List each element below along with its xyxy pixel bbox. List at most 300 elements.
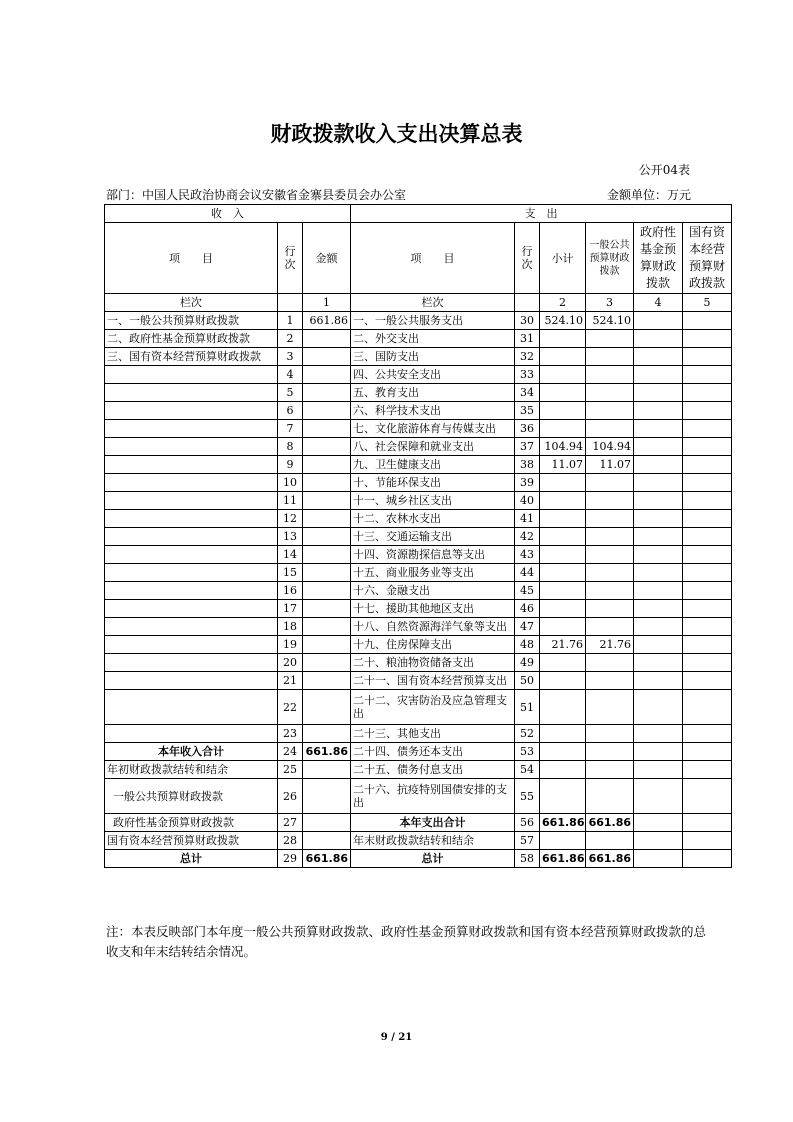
- state-capital-cell: [683, 761, 732, 779]
- income-amount-cell: [303, 474, 351, 492]
- subtotal-cell: [540, 474, 586, 492]
- table-row: [105, 761, 732, 779]
- state-capital-cell: [683, 402, 732, 420]
- expense-item-cell: 一、一般公共服务支出: [351, 312, 515, 330]
- income-item-cell: [105, 402, 278, 420]
- subtotal-cell: [540, 492, 586, 510]
- expense-item-cell: 二十五、债务付息支出: [351, 761, 515, 779]
- table-row: [105, 312, 732, 330]
- page-title: 财政拨款收入支出决算总表: [270, 122, 523, 146]
- income-amount-cell: [303, 492, 351, 510]
- income-line-cell: 26: [278, 779, 303, 814]
- form-number: 公开04表: [638, 163, 690, 177]
- income-line-cell: 28: [278, 832, 303, 850]
- expense-item-header: 项 目: [351, 223, 515, 294]
- table-row: [105, 690, 732, 725]
- general-budget-cell: 661.86: [586, 850, 634, 868]
- state-capital-cell: [683, 636, 732, 654]
- empty-cell: [515, 294, 540, 312]
- expense-item-cell: 总计: [351, 850, 515, 868]
- expense-line-cell: 30: [515, 312, 540, 330]
- expense-line-cell: 39: [515, 474, 540, 492]
- department-label: 部门：中国人民政治协商会议安徽省金寨县委员会办公室: [106, 188, 407, 202]
- income-line-cell: 20: [278, 654, 303, 672]
- expense-item-cell: 十四、资源勘探信息等支出: [351, 546, 515, 564]
- income-line-cell: 16: [278, 582, 303, 600]
- expense-item-cell: 七、文化旅游体育与传媒支出: [351, 420, 515, 438]
- gov-fund-cell: [634, 636, 683, 654]
- state-capital-cell: [683, 743, 732, 761]
- table-row: [105, 348, 732, 366]
- col-index-4: 4: [634, 294, 683, 312]
- income-amount-cell: [303, 672, 351, 690]
- income-line-cell: 19: [278, 636, 303, 654]
- income-amount-cell: [303, 761, 351, 779]
- subtotal-cell: [540, 420, 586, 438]
- state-capital-cell: [683, 779, 732, 814]
- income-item-cell: [105, 420, 278, 438]
- general-budget-cell: [586, 779, 634, 814]
- expense-line-cell: 41: [515, 510, 540, 528]
- expense-line-cell: 50: [515, 672, 540, 690]
- expense-line-cell: 37: [515, 438, 540, 456]
- state-capital-cell: [683, 725, 732, 743]
- expense-item-cell: 本年支出合计: [351, 814, 515, 832]
- general-budget-cell: [586, 348, 634, 366]
- general-budget-cell: [586, 384, 634, 402]
- income-amount-cell: [303, 832, 351, 850]
- gov-fund-cell: [634, 779, 683, 814]
- subtotal-cell: [540, 618, 586, 636]
- gov-fund-cell: [634, 312, 683, 330]
- income-amount-cell: [303, 402, 351, 420]
- income-item-cell: [105, 510, 278, 528]
- state-capital-cell: [683, 438, 732, 456]
- general-budget-cell: [586, 510, 634, 528]
- state-capital-cell: [683, 546, 732, 564]
- income-amount-cell: [303, 814, 351, 832]
- general-budget-cell: [586, 402, 634, 420]
- state-capital-cell: [683, 492, 732, 510]
- income-item-cell: [105, 528, 278, 546]
- income-amount-cell: [303, 546, 351, 564]
- gov-fund-cell: [634, 850, 683, 868]
- income-amount-cell: [303, 366, 351, 384]
- general-budget-cell: [586, 725, 634, 743]
- income-line-cell: 22: [278, 690, 303, 725]
- state-capital-cell: [683, 312, 732, 330]
- table-row: [105, 546, 732, 564]
- state-capital-cell: [683, 600, 732, 618]
- subtotal-cell: [540, 654, 586, 672]
- income-line-cell: 14: [278, 546, 303, 564]
- general-budget-cell: [586, 600, 634, 618]
- table-row: [105, 366, 732, 384]
- state-capital-cell: [683, 348, 732, 366]
- income-header: 收 入: [105, 205, 351, 223]
- subtotal-cell: [540, 600, 586, 618]
- general-budget-cell: [586, 420, 634, 438]
- subtotal-cell: 661.86: [540, 850, 586, 868]
- state-capital-cell: [683, 510, 732, 528]
- expense-item-cell: 三、国防支出: [351, 348, 515, 366]
- column-index-row: [105, 294, 732, 312]
- expense-line-cell: 44: [515, 564, 540, 582]
- gov-fund-cell: [634, 474, 683, 492]
- general-budget-cell: 524.10: [586, 312, 634, 330]
- general-budget-cell: 661.86: [586, 814, 634, 832]
- expense-line-cell: 56: [515, 814, 540, 832]
- income-line-cell: 13: [278, 528, 303, 546]
- state-capital-cell: [683, 420, 732, 438]
- income-amount-cell: [303, 564, 351, 582]
- table-row: [105, 725, 732, 743]
- income-line-cell: 9: [278, 456, 303, 474]
- income-item-cell: [105, 582, 278, 600]
- income-line-cell: 11: [278, 492, 303, 510]
- expense-header: 支 出: [351, 205, 732, 223]
- income-amount-cell: [303, 384, 351, 402]
- gov-fund-cell: [634, 814, 683, 832]
- table-row: [105, 438, 732, 456]
- expense-item-cell: 九、卫生健康支出: [351, 456, 515, 474]
- income-item-cell: 二、政府性基金预算财政拨款: [105, 330, 278, 348]
- gov-fund-cell: [634, 420, 683, 438]
- state-capital-cell: [683, 814, 732, 832]
- expense-item-cell: 二十四、债务还本支出: [351, 743, 515, 761]
- expense-line-cell: 54: [515, 761, 540, 779]
- col-label-expense: 栏次: [351, 294, 515, 312]
- subtotal-cell: 104.94: [540, 438, 586, 456]
- state-capital-cell: [683, 618, 732, 636]
- expense-line-cell: 32: [515, 348, 540, 366]
- subtotal-cell: [540, 761, 586, 779]
- general-budget-cell: [586, 690, 634, 725]
- expense-line-cell: 33: [515, 366, 540, 384]
- state-capital-cell: [683, 474, 732, 492]
- state-capital-cell: [683, 654, 732, 672]
- table-row: [105, 456, 732, 474]
- general-budget-cell: 21.76: [586, 636, 634, 654]
- income-amount-cell: [303, 582, 351, 600]
- income-amount-cell: 661.86: [303, 312, 351, 330]
- amount-unit-label: 金额单位：万元: [606, 188, 691, 202]
- gov-fund-cell: [634, 564, 683, 582]
- income-item-cell: [105, 654, 278, 672]
- gov-fund-cell: [634, 690, 683, 725]
- expense-line-cell: 51: [515, 690, 540, 725]
- state-capital-cell: [683, 672, 732, 690]
- income-item-cell: 三、国有资本经营预算财政拨款: [105, 348, 278, 366]
- income-amount-cell: [303, 636, 351, 654]
- table-row: [105, 528, 732, 546]
- table-row: [105, 474, 732, 492]
- gov-fund-cell: [634, 618, 683, 636]
- expense-item-cell: 四、公共安全支出: [351, 366, 515, 384]
- col-label-income: 栏次: [105, 294, 278, 312]
- subtotal-cell: [540, 690, 586, 725]
- expense-line-cell: 46: [515, 600, 540, 618]
- income-line-cell: 7: [278, 420, 303, 438]
- income-item-cell: [105, 636, 278, 654]
- income-item-cell: [105, 546, 278, 564]
- income-line-cell: 5: [278, 384, 303, 402]
- expense-item-cell: 五、教育支出: [351, 384, 515, 402]
- general-budget-cell: [586, 743, 634, 761]
- subtotal-cell: 661.86: [540, 814, 586, 832]
- general-budget-cell: [586, 582, 634, 600]
- table-row: [105, 330, 732, 348]
- income-amount-cell: [303, 654, 351, 672]
- income-item-cell: [105, 618, 278, 636]
- income-amount-cell: [303, 330, 351, 348]
- expense-item-cell: 十、节能环保支出: [351, 474, 515, 492]
- income-item-cell: 政府性基金预算财政拨款: [105, 814, 278, 832]
- fiscal-summary-table: [104, 204, 732, 868]
- subtotal-header: 小计: [540, 223, 586, 294]
- gov-fund-cell: [634, 528, 683, 546]
- expense-item-cell: 二十一、国有资本经营预算支出: [351, 672, 515, 690]
- income-item-cell: [105, 725, 278, 743]
- subtotal-cell: [540, 725, 586, 743]
- expense-item-cell: 十六、金融支出: [351, 582, 515, 600]
- subtotal-cell: 524.10: [540, 312, 586, 330]
- income-amount-cell: [303, 618, 351, 636]
- table-row: [105, 510, 732, 528]
- subtotal-cell: [540, 564, 586, 582]
- subtotal-cell: [540, 402, 586, 420]
- general-budget-cell: [586, 330, 634, 348]
- table-row: [105, 600, 732, 618]
- expense-line-cell: 48: [515, 636, 540, 654]
- expense-item-cell: 十三、交通运输支出: [351, 528, 515, 546]
- gov-fund-cell: [634, 510, 683, 528]
- expense-item-cell: 二、外交支出: [351, 330, 515, 348]
- expense-item-cell: 二十、粮油物资储备支出: [351, 654, 515, 672]
- income-line-cell: 4: [278, 366, 303, 384]
- income-amount-cell: [303, 600, 351, 618]
- general-budget-header: 一般公共预算财政拨款: [586, 223, 634, 294]
- expense-line-cell: 45: [515, 582, 540, 600]
- table-row: [105, 564, 732, 582]
- gov-fund-cell: [634, 761, 683, 779]
- state-capital-cell: [683, 384, 732, 402]
- income-item-cell: 总计: [105, 850, 278, 868]
- income-item-cell: [105, 492, 278, 510]
- income-item-cell: 年初财政拨款结转和结余: [105, 761, 278, 779]
- table-row: [105, 582, 732, 600]
- general-budget-cell: [586, 564, 634, 582]
- expense-line-cell: 42: [515, 528, 540, 546]
- subtotal-cell: [540, 366, 586, 384]
- income-amount-cell: [303, 456, 351, 474]
- expense-line-cell: 43: [515, 546, 540, 564]
- expense-line-cell: 55: [515, 779, 540, 814]
- income-amount-cell: [303, 690, 351, 725]
- state-capital-cell: [683, 528, 732, 546]
- expense-line-cell: 38: [515, 456, 540, 474]
- gov-fund-cell: [634, 672, 683, 690]
- income-item-cell: [105, 438, 278, 456]
- state-capital-cell: [683, 456, 732, 474]
- expense-line-header: 行次: [515, 223, 540, 294]
- general-budget-cell: 104.94: [586, 438, 634, 456]
- state-capital-cell: [683, 330, 732, 348]
- general-budget-cell: 11.07: [586, 456, 634, 474]
- income-amount-cell: [303, 528, 351, 546]
- general-budget-cell: [586, 546, 634, 564]
- income-line-cell: 8: [278, 438, 303, 456]
- expense-item-cell: 十一、城乡社区支出: [351, 492, 515, 510]
- state-capital-cell: [683, 832, 732, 850]
- expense-item-cell: 六、科学技术支出: [351, 402, 515, 420]
- state-capital-cell: [683, 690, 732, 725]
- income-item-cell: 国有资本经营预算财政拨款: [105, 832, 278, 850]
- expense-line-cell: 52: [515, 725, 540, 743]
- gov-fund-cell: [634, 654, 683, 672]
- expense-line-cell: 58: [515, 850, 540, 868]
- col-index-1: 1: [303, 294, 351, 312]
- table-row: [105, 814, 732, 832]
- page-number: 9 / 21: [380, 1032, 413, 1043]
- general-budget-cell: [586, 474, 634, 492]
- subtotal-cell: [540, 546, 586, 564]
- income-line-cell: 1: [278, 312, 303, 330]
- income-amount-cell: 661.86: [303, 850, 351, 868]
- state-capital-cell: [683, 564, 732, 582]
- expense-item-cell: 二十六、抗疫特别国债安排的支出: [351, 779, 515, 814]
- col-index-5: 5: [683, 294, 732, 312]
- expense-item-cell: 八、社会保障和就业支出: [351, 438, 515, 456]
- table-row: [105, 850, 732, 868]
- income-amount-cell: [303, 438, 351, 456]
- header-row-columns: [105, 223, 732, 294]
- gov-fund-header: 政府性基金预算财政拨款: [634, 223, 683, 294]
- gov-fund-cell: [634, 743, 683, 761]
- expense-line-cell: 40: [515, 492, 540, 510]
- general-budget-cell: [586, 761, 634, 779]
- income-amount-header: 金额: [303, 223, 351, 294]
- general-budget-cell: [586, 672, 634, 690]
- income-line-cell: 12: [278, 510, 303, 528]
- expense-item-cell: 二十二、灾害防治及应急管理支出: [351, 690, 515, 725]
- income-item-cell: [105, 672, 278, 690]
- gov-fund-cell: [634, 348, 683, 366]
- subtotal-cell: [540, 779, 586, 814]
- table-row: [105, 384, 732, 402]
- expense-line-cell: 35: [515, 402, 540, 420]
- subtotal-cell: [540, 510, 586, 528]
- expense-line-cell: 53: [515, 743, 540, 761]
- gov-fund-cell: [634, 546, 683, 564]
- income-amount-cell: [303, 779, 351, 814]
- gov-fund-cell: [634, 402, 683, 420]
- income-line-cell: 18: [278, 618, 303, 636]
- income-line-cell: 17: [278, 600, 303, 618]
- income-item-cell: [105, 456, 278, 474]
- table-note: 注：本表反映部门本年度一般公共预算财政拨款、政府性基金预算财政拨款和国有资本经营预算财政拨款的总收支和年末结转结余情况。: [106, 924, 707, 959]
- income-line-cell: 25: [278, 761, 303, 779]
- state-capital-header: 国有资本经营预算财政拨款: [683, 223, 732, 294]
- subtotal-cell: [540, 672, 586, 690]
- gov-fund-cell: [634, 582, 683, 600]
- expense-item-cell: 年末财政拨款结转和结余: [351, 832, 515, 850]
- general-budget-cell: [586, 366, 634, 384]
- subtotal-cell: [540, 582, 586, 600]
- income-line-cell: 15: [278, 564, 303, 582]
- expense-item-cell: 十九、住房保障支出: [351, 636, 515, 654]
- subtotal-cell: [540, 528, 586, 546]
- income-item-cell: [105, 474, 278, 492]
- table-row: [105, 832, 732, 850]
- gov-fund-cell: [634, 438, 683, 456]
- general-budget-cell: [586, 492, 634, 510]
- income-item-cell: 一、一般公共预算财政拨款: [105, 312, 278, 330]
- subtotal-cell: [540, 348, 586, 366]
- income-amount-cell: [303, 420, 351, 438]
- col-index-2: 2: [540, 294, 586, 312]
- expense-line-cell: 49: [515, 654, 540, 672]
- general-budget-cell: [586, 618, 634, 636]
- expense-item-cell: 十五、商业服务业等支出: [351, 564, 515, 582]
- gov-fund-cell: [634, 384, 683, 402]
- income-line-cell: 3: [278, 348, 303, 366]
- subtotal-cell: [540, 330, 586, 348]
- income-amount-cell: [303, 510, 351, 528]
- income-item-header: 项 目: [105, 223, 278, 294]
- income-item-cell: [105, 690, 278, 725]
- expense-line-cell: 57: [515, 832, 540, 850]
- gov-fund-cell: [634, 832, 683, 850]
- income-item-cell: [105, 600, 278, 618]
- income-line-cell: 27: [278, 814, 303, 832]
- table-row: [105, 636, 732, 654]
- income-amount-cell: [303, 348, 351, 366]
- income-line-cell: 2: [278, 330, 303, 348]
- income-line-cell: 6: [278, 402, 303, 420]
- expense-line-cell: 34: [515, 384, 540, 402]
- table-row: [105, 492, 732, 510]
- gov-fund-cell: [634, 725, 683, 743]
- expense-line-cell: 31: [515, 330, 540, 348]
- subtotal-cell: 21.76: [540, 636, 586, 654]
- expense-item-cell: 十七、援助其他地区支出: [351, 600, 515, 618]
- subtotal-cell: 11.07: [540, 456, 586, 474]
- income-amount-cell: [303, 725, 351, 743]
- income-line-header: 行次: [278, 223, 303, 294]
- gov-fund-cell: [634, 366, 683, 384]
- income-item-cell: [105, 384, 278, 402]
- table-row: [105, 402, 732, 420]
- income-item-cell: [105, 564, 278, 582]
- income-item-cell: 本年收入合计: [105, 743, 278, 761]
- table-row: [105, 618, 732, 636]
- income-line-cell: 29: [278, 850, 303, 868]
- expense-item-cell: 十二、农林水支出: [351, 510, 515, 528]
- expense-line-cell: 36: [515, 420, 540, 438]
- income-line-cell: 10: [278, 474, 303, 492]
- income-line-cell: 21: [278, 672, 303, 690]
- income-item-cell: [105, 366, 278, 384]
- gov-fund-cell: [634, 456, 683, 474]
- table-row: [105, 420, 732, 438]
- income-amount-cell: 661.86: [303, 743, 351, 761]
- general-budget-cell: [586, 832, 634, 850]
- income-item-cell: 一般公共预算财政拨款: [105, 779, 278, 814]
- income-line-cell: 23: [278, 725, 303, 743]
- expense-item-cell: 十八、自然资源海洋气象等支出: [351, 618, 515, 636]
- empty-cell: [278, 294, 303, 312]
